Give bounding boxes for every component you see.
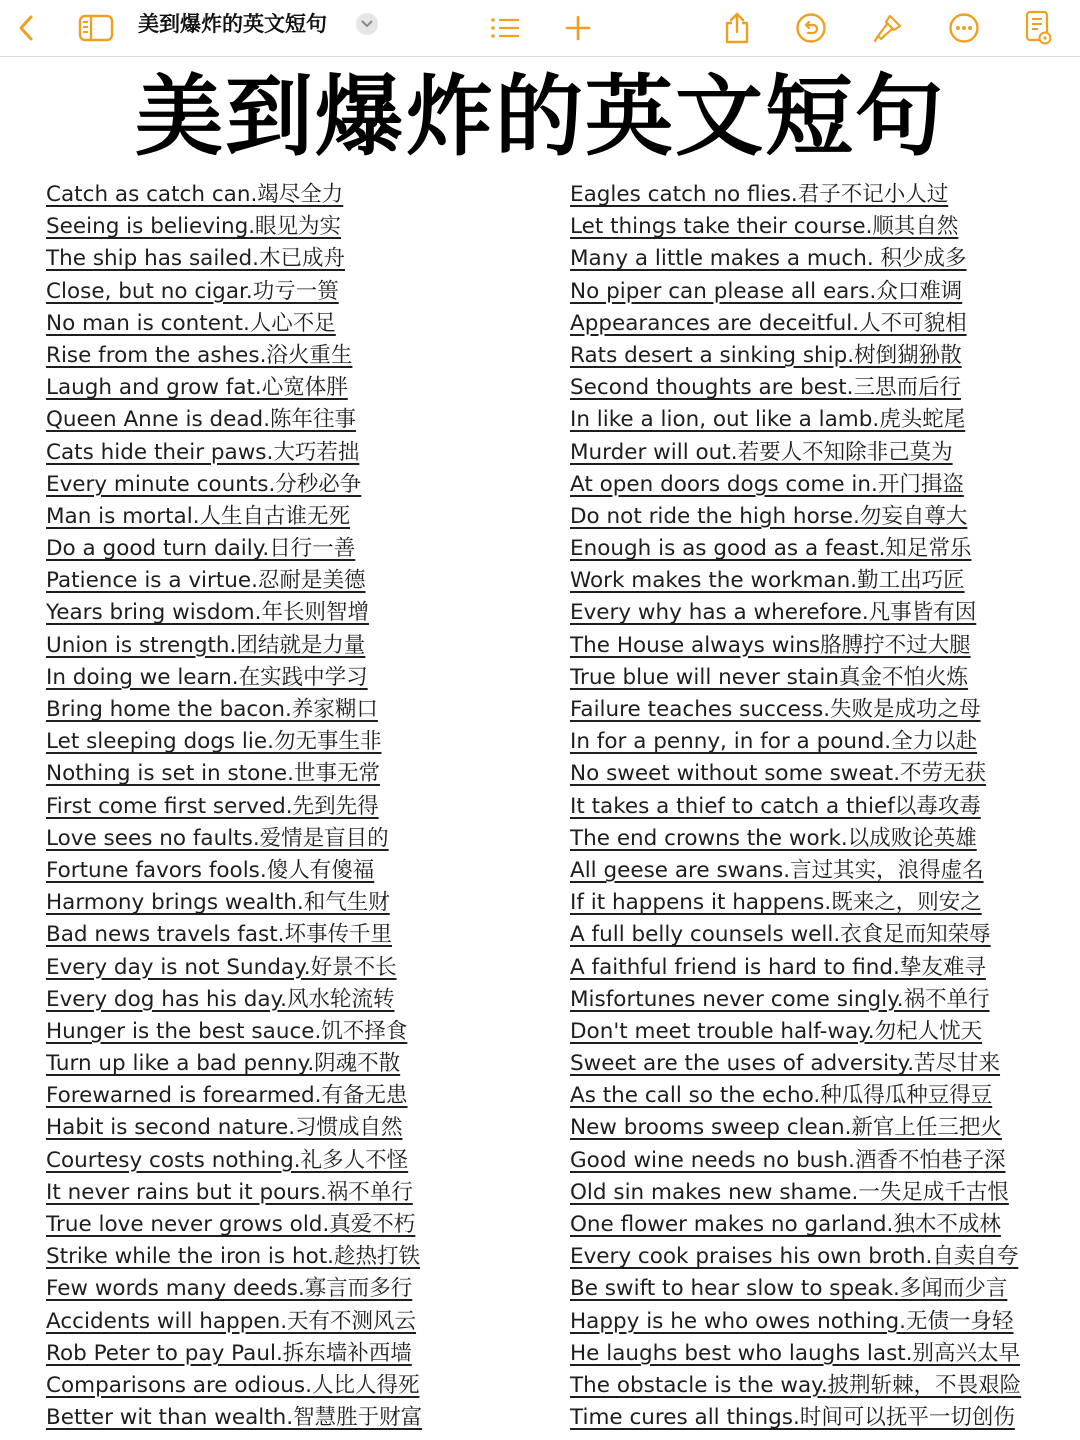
phrase-text: Let sleeping dogs lie.勿无事生非 [46, 729, 382, 755]
more-icon[interactable] [947, 8, 981, 48]
phrase-item [46, 1048, 546, 1080]
phrase-text: A full belly counsels well.衣食足而知荣辱 [570, 922, 991, 948]
phrase-text: Strike while the iron is hot.趁热打铁 [46, 1244, 420, 1270]
phrase-item [46, 1016, 546, 1048]
toolbar [0, 0, 1080, 57]
phrase-item [46, 1306, 546, 1338]
phrase-text: Every day is not Sunday.好景不长 [46, 954, 397, 980]
phrase-text: Enough is as good as a feast.知足常乐 [570, 536, 972, 562]
phrase-text: The ship has sailed.木已成舟 [46, 246, 345, 272]
phrase-item [46, 179, 546, 211]
phrase-item [570, 1241, 1070, 1273]
phrase-item [46, 984, 546, 1016]
phrase-list-right [570, 179, 1070, 1434]
phrase-item [570, 308, 1070, 340]
phrase-text: First come first served.先到先得 [46, 793, 379, 819]
sidebar-icon[interactable] [76, 8, 116, 48]
phrase-item [46, 404, 546, 436]
phrase-item [570, 404, 1070, 436]
phrase-text: Eagles catch no flies.君子不记小人过 [570, 182, 949, 207]
phrase-item [46, 1177, 546, 1209]
phrase-item [570, 694, 1070, 726]
phrase-text: No sweet without some sweat.不劳无获 [570, 761, 987, 787]
phrase-text: Many a little makes a much. 积少成多 [570, 246, 967, 272]
phrase-text: Forewarned is forearmed.有备无患 [46, 1083, 408, 1109]
phrase-text: Rats desert a sinking ship.树倒猢狲散 [570, 342, 962, 368]
phrase-item [46, 1241, 546, 1273]
phrase-text: True blue will never stain真金不怕火炼 [570, 664, 969, 690]
phrase-item [570, 758, 1070, 790]
phrase-item [46, 855, 546, 887]
phrase-text: No man is content.人心不足 [46, 310, 336, 336]
phrase-text: All geese are swans.言过其实，浪得虚名 [570, 857, 984, 883]
phrase-text: In for a penny, in for a pound.全力以赴 [570, 729, 978, 755]
phrase-item [570, 1209, 1070, 1241]
phrase-item [46, 533, 546, 565]
phrase-item [570, 1338, 1070, 1370]
phrase-item [46, 630, 546, 662]
phrase-text: Failure teaches success.失败是成功之母 [570, 697, 981, 722]
phrase-item [46, 1112, 546, 1144]
phrase-text: Close, but no cigar.功亏一篑 [46, 278, 339, 304]
phrase-text: Habit is second nature.习惯成自然 [46, 1115, 403, 1141]
phrase-text: The obstacle is the way.披荆斩棘，不畏艰险 [570, 1372, 1022, 1398]
phrase-item [46, 1209, 546, 1241]
phrase-item [46, 243, 546, 275]
phrase-text: Years bring wisdom.年长则智增 [46, 600, 369, 626]
phrase-text: Don't meet trouble half-way.勿杞人忧天 [570, 1018, 983, 1044]
phrase-item [46, 726, 546, 758]
phrase-item [570, 1016, 1070, 1048]
phrase-text: The end crowns the work.以成败论英雄 [570, 825, 977, 851]
phrase-item [46, 372, 546, 404]
phrase-text: Let things take their course.顺其自然 [570, 214, 959, 240]
phrase-item [570, 952, 1070, 984]
phrase-item [570, 597, 1070, 629]
phrase-item [46, 501, 546, 533]
phrase-text: Cats hide their paws.大巧若拙 [46, 439, 360, 465]
back-chevron-icon[interactable] [10, 8, 42, 48]
phrase-text: Every cook praises his own broth.自卖自夸 [570, 1244, 1019, 1270]
phrase-item [570, 1048, 1070, 1080]
phrase-item [570, 1370, 1070, 1402]
phrase-item [570, 565, 1070, 597]
phrase-item [570, 855, 1070, 887]
phrase-text: He laughs best who laughs last.别高兴太早 [570, 1340, 1021, 1366]
phrase-text: Rise from the ashes.浴火重生 [46, 342, 353, 368]
phrase-text: Murder will out.若要人不知除非己莫为 [570, 439, 953, 465]
phrase-text: Every minute counts.分秒必争 [46, 471, 362, 497]
phrase-item [46, 823, 546, 855]
phrase-text: Second thoughts are best.三思而后行 [570, 375, 961, 401]
phrase-item [570, 823, 1070, 855]
phrase-text: In like a lion, out like a lamb.虎头蛇尾 [570, 407, 966, 433]
phrase-text: New brooms sweep clean.新官上任三把火 [570, 1115, 1002, 1141]
phrase-text: Better wit than wealth.智慧胜于财富 [46, 1405, 423, 1431]
phrase-text: Laugh and grow fat.心宽体胖 [46, 375, 348, 401]
phrase-text: Do not ride the high horse.勿妄自尊大 [570, 503, 968, 529]
phrase-item [46, 758, 546, 790]
phrase-list-left [46, 179, 546, 1434]
document-icon[interactable] [1022, 8, 1054, 48]
phrase-item [570, 372, 1070, 404]
phrase-item [570, 1273, 1070, 1305]
phrase-item [46, 887, 546, 919]
phrase-item [46, 437, 546, 469]
phrase-item [46, 662, 546, 694]
phrase-item [570, 276, 1070, 308]
phrase-text: Rob Peter to pay Paul.拆东墙补西墙 [46, 1340, 412, 1366]
chevron-down-icon[interactable] [356, 13, 378, 35]
phrase-item [570, 501, 1070, 533]
phrase-item [570, 437, 1070, 469]
phrase-item [570, 1402, 1070, 1434]
phrase-text: Few words many deeds.寡言而多行 [46, 1276, 413, 1302]
phrase-item [570, 919, 1070, 951]
phrase-text: Be swift to hear slow to speak.多闻而少言 [570, 1276, 1008, 1302]
phrase-text: Harmony brings wealth.和气生财 [46, 890, 390, 916]
phrase-text: Good wine needs no bush.酒香不怕巷子深 [570, 1147, 1006, 1173]
phrase-text: The House always wins胳膊拧不过大腿 [570, 632, 971, 658]
phrase-text: It never rains but it pours.祸不单行 [46, 1179, 413, 1205]
phrase-item [46, 694, 546, 726]
phrase-item [570, 726, 1070, 758]
phrase-text: No piper can please all ears.众口难调 [570, 278, 963, 304]
undo-icon[interactable] [794, 8, 828, 48]
phrase-item [46, 597, 546, 629]
phrase-text: Hunger is the best sauce.饥不择食 [46, 1018, 408, 1044]
phrase-item [46, 1370, 546, 1402]
phrase-item [46, 565, 546, 597]
phrase-item [570, 179, 1070, 211]
phrase-item [46, 469, 546, 501]
phrase-text: Every dog has his day.风水轮流转 [46, 986, 395, 1012]
phrase-item [570, 211, 1070, 243]
phrase-item [46, 952, 546, 984]
phrase-text: Fortune favors fools.傻人有傻福 [46, 857, 375, 883]
brush-icon[interactable] [871, 8, 905, 48]
phrase-item [570, 791, 1070, 823]
phrase-item [46, 308, 546, 340]
list-icon[interactable] [487, 8, 523, 48]
phrase-text: Old sin makes new shame.一失足成千古恨 [570, 1179, 1009, 1205]
phrase-item [46, 1402, 546, 1434]
phrase-text: Seeing is believing.眼见为实 [46, 214, 342, 240]
phrase-text: True love never grows old.真爱不朽 [46, 1212, 416, 1237]
phrase-text: Union is strength.团结就是力量 [46, 632, 366, 658]
phrase-item [46, 276, 546, 308]
phrase-item [570, 1145, 1070, 1177]
document-title[interactable]: 美到爆炸的英文短句 [138, 12, 327, 36]
phrase-item [570, 1306, 1070, 1338]
phrase-text: If it happens it happens.既来之，则安之 [570, 890, 982, 916]
phrase-text: Bring home the bacon.养家糊口 [46, 697, 378, 722]
phrase-text: Patience is a virtue.忍耐是美德 [46, 568, 366, 594]
phrase-item [570, 533, 1070, 565]
phrase-text: Queen Anne is dead.陈年往事 [46, 407, 357, 433]
phrase-text: At open doors dogs come in.开门揖盗 [570, 471, 964, 497]
phrase-item [570, 340, 1070, 372]
plus-icon[interactable] [562, 8, 594, 48]
phrase-text: It takes a thief to catch a thief以毒攻毒 [570, 793, 981, 819]
phrase-item [570, 1080, 1070, 1112]
phrase-text: One flower makes no garland.独木不成林 [570, 1212, 1001, 1237]
phrase-text: In doing we learn.在实践中学习 [46, 664, 368, 690]
phrase-item [46, 791, 546, 823]
phrase-text: Every why has a wherefore.凡事皆有因 [570, 600, 977, 626]
phrase-item [570, 1112, 1070, 1144]
share-icon[interactable] [720, 8, 754, 48]
phrase-item [570, 887, 1070, 919]
phrase-text: Do a good turn daily.日行一善 [46, 536, 356, 562]
phrase-item [570, 630, 1070, 662]
phrase-item [570, 1177, 1070, 1209]
phrase-text: Bad news travels fast.坏事传千里 [46, 922, 392, 948]
phrase-text: Courtesy costs nothing.礼多人不怪 [46, 1147, 409, 1173]
phrase-text: A faithful friend is hard to find.挚友难寻 [570, 954, 986, 980]
phrase-text: Happy is he who owes nothing.无债一身轻 [570, 1308, 1014, 1334]
phrase-item [46, 1145, 546, 1177]
phrase-item [570, 243, 1070, 275]
phrase-item [46, 919, 546, 951]
page-title: 美到爆炸的英文短句 [134, 65, 945, 168]
phrase-text: Sweet are the uses of adversity.苦尽甘来 [570, 1051, 1001, 1077]
phrase-text: Time cures all things.时间可以抚平一切创伤 [570, 1405, 1015, 1431]
phrase-text: Comparisons are odious.人比人得死 [46, 1372, 420, 1398]
phrase-text: Catch as catch can.竭尽全力 [46, 182, 344, 207]
phrase-text: Nothing is set in stone.世事无常 [46, 761, 380, 787]
phrase-text: Love sees no faults.爱情是盲目的 [46, 825, 389, 851]
phrase-item [46, 340, 546, 372]
phrase-item [570, 984, 1070, 1016]
phrase-text: Turn up like a bad penny.阴魂不散 [46, 1051, 401, 1077]
phrase-item [46, 1338, 546, 1370]
phrase-item [46, 1080, 546, 1112]
phrase-item [570, 662, 1070, 694]
phrase-text: Misfortunes never come singly.祸不单行 [570, 986, 990, 1012]
phrase-text: Man is mortal.人生自古谁无死 [46, 503, 351, 529]
phrase-text: Accidents will happen.天有不测风云 [46, 1308, 417, 1334]
phrase-text: As the call so the echo.种瓜得瓜种豆得豆 [570, 1083, 993, 1109]
phrase-text: Appearances are deceitful.人不可貌相 [570, 310, 967, 336]
phrase-item [46, 1273, 546, 1305]
phrase-item [46, 211, 546, 243]
phrase-text: Work makes the workman.勤工出巧匠 [570, 568, 965, 594]
phrase-item [570, 469, 1070, 501]
